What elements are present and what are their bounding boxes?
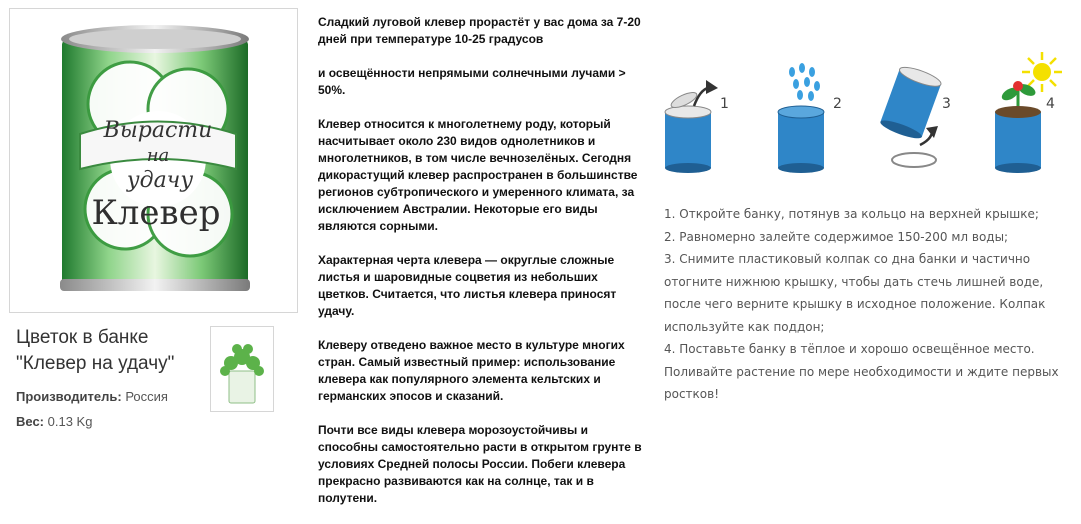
can-illustration bbox=[10, 9, 299, 314]
can-label-line2: на bbox=[146, 145, 170, 166]
instructions-list bbox=[664, 203, 1069, 406]
step2-water-icon bbox=[778, 63, 824, 173]
description-paragraph: Почти все виды клевера морозоустойчивы и способны самостоятельно расти в открытом грунте в условиях Средней полосы России. Побеги клевера прекрасно развиваются как на солнце, так и в полутени. bbox=[318, 423, 642, 505]
step3-cap-icon bbox=[879, 64, 943, 167]
steps-illustration bbox=[650, 50, 1070, 180]
weight bbox=[16, 414, 92, 429]
step4-sprout-sun-icon bbox=[995, 52, 1062, 173]
instruction-item: 4. Поставьте банку в тёплое и хорошо освещённое место. Поливайте растение по мере необходимости и ждите первых ростков! bbox=[664, 342, 1059, 401]
weight-label: Вес: bbox=[16, 414, 45, 429]
product-thumbnail[interactable] bbox=[210, 326, 274, 412]
step-number-3: 3 bbox=[942, 96, 951, 112]
step-number-4: 4 bbox=[1046, 96, 1055, 112]
product-title bbox=[16, 325, 206, 377]
description-paragraph: Характерная черта клевера — округлые сложные листья и шаровидные соцветия из небольших цветков. Считается, что листья клевера приносят удачу. bbox=[318, 253, 617, 318]
plant-thumbnail-image bbox=[211, 327, 273, 411]
instruction-item: 1. Откройте банку, потянув за кольцо на верхней крышке; bbox=[664, 207, 1039, 221]
product-description bbox=[318, 14, 648, 524]
step-number-2: 2 bbox=[833, 96, 842, 112]
description-paragraph: Клевер относится к многолетнему роду, который насчитывает около 230 видов однолетников и многолетников, в том числе вечнозелёных. Сегодня дикорастущий клевер распространен в большинстве регионов субтропического и умеренного климата, за исключением Австралии. Некоторые его виды являются сорными. bbox=[318, 117, 638, 233]
product-title-line2: "Клевер на удачу" bbox=[16, 353, 175, 374]
description-paragraph: и освещённости непрямыми солнечными лучами > 50%. bbox=[318, 66, 626, 97]
description-paragraph: Сладкий луговой клевер прорастёт у вас дома за 7-20 дней при температуре 10-25 градусов bbox=[318, 15, 641, 46]
description-paragraph: Клеверу отведено важное место в культуре многих стран. Самый известный пример: использование клевера как популярного элемента кельтских и германских эпосов и сказаний. bbox=[318, 338, 625, 403]
product-title-line1: Цветок в банке bbox=[16, 327, 149, 348]
can-label-line3: удачу bbox=[126, 168, 194, 193]
can-label-line4: Клевер bbox=[91, 193, 221, 233]
manufacturer-label: Производитель: bbox=[16, 389, 122, 404]
product-image[interactable] bbox=[9, 8, 298, 313]
can-label-line1: Вырасти bbox=[103, 118, 213, 143]
instruction-item: 3. Снимите пластиковый колпак со дна банки и частично отогните нижнюю крышку, чтобы дать стечь лишней воде, после чего верните крышку в исходное положение. Колпак используйте как поддон; bbox=[664, 252, 1046, 334]
manufacturer-value: Россия bbox=[125, 389, 168, 404]
manufacturer bbox=[16, 389, 168, 404]
instruction-item: 2. Равномерно залейте содержимое 150-200 мл воды; bbox=[664, 229, 1009, 244]
step1-can-icon bbox=[665, 80, 718, 173]
weight-value: 0.13 Kg bbox=[47, 414, 93, 429]
step-number-1: 1 bbox=[720, 96, 729, 112]
